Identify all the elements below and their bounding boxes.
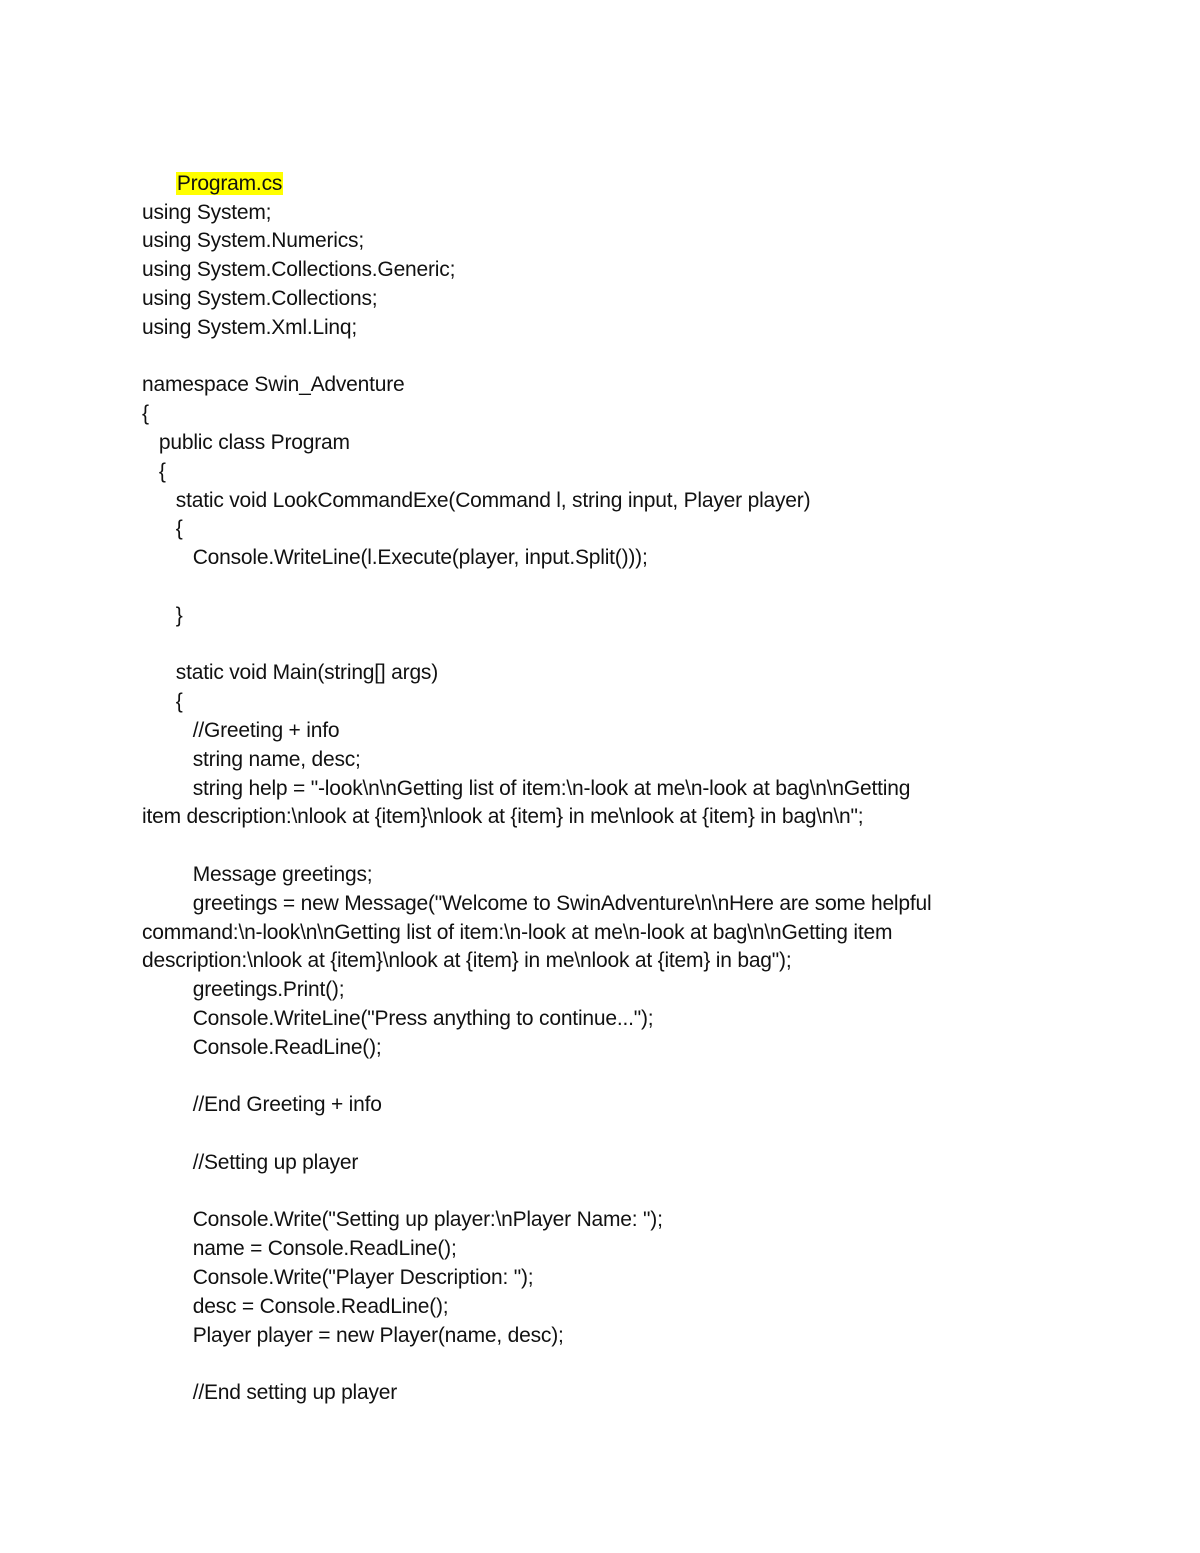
code-line: { — [142, 690, 183, 714]
code-line: Console.Write("Setting up player:\nPlayer Name: "); — [142, 1208, 663, 1232]
code-line: greetings = new Message("Welcome to SwinAdventure\n\nHere are some helpful — [142, 891, 932, 915]
file-title-line — [142, 141, 1042, 195]
code-line: using System.Collections; — [142, 286, 378, 310]
blank-line — [142, 573, 1042, 602]
file-title: Program.cs — [176, 171, 283, 195]
code-line: //End setting up player — [142, 1381, 398, 1405]
code-line: description:\nlook at {item}\nlook at {item} in me\nlook at {item} in bag"); — [142, 949, 792, 973]
code-line: Console.ReadLine(); — [142, 1035, 382, 1059]
code-line: { — [142, 459, 166, 483]
code-line: item description:\nlook at {item}\nlook at {item} in me\nlook at {item} in bag\n\n"; — [142, 805, 864, 829]
blank-line — [142, 343, 1042, 372]
code-line: } — [142, 603, 183, 627]
code-line: //Setting up player — [142, 1150, 359, 1174]
code-line: public class Program — [142, 430, 350, 454]
code-line: using System.Xml.Linq; — [142, 315, 358, 339]
code-line: desc = Console.ReadLine(); — [142, 1294, 449, 1318]
blank-line — [142, 1120, 1042, 1149]
blank-line — [142, 1178, 1042, 1207]
code-line: command:\n-look\n\nGetting list of item:\n-look at me\n-look at bag\n\nGetting item — [142, 920, 893, 944]
code-line: Console.Write("Player Description: "); — [142, 1266, 534, 1290]
code-line: string name, desc; — [142, 747, 361, 771]
code-line: Player player = new Player(name, desc); — [142, 1323, 564, 1347]
code-line: greetings.Print(); — [142, 978, 345, 1002]
code-line: using System.Collections.Generic; — [142, 258, 456, 282]
code-line: Console.WriteLine("Press anything to continue..."); — [142, 1006, 654, 1030]
code-line: Console.WriteLine(l.Execute(player, input.Split())); — [142, 546, 648, 570]
code-lines — [142, 199, 1042, 1408]
code-line: //End Greeting + info — [142, 1093, 382, 1117]
code-line: { — [142, 517, 183, 541]
blank-line — [142, 1350, 1042, 1379]
code-line: { — [142, 402, 149, 426]
code-line: namespace Swin_Adventure — [142, 373, 405, 397]
code-line: static void LookCommandExe(Command l, string input, Player player) — [142, 488, 811, 512]
code-line: name = Console.ReadLine(); — [142, 1237, 457, 1261]
code-line: //Greeting + info — [142, 718, 340, 742]
code-line: string help = "-look\n\nGetting list of item:\n-look at me\n-look at bag\n\nGetting — [142, 776, 911, 800]
code-line: using System; — [142, 200, 272, 224]
code-line: Message greetings; — [142, 862, 373, 886]
code-listing — [142, 141, 1042, 1408]
code-line: static void Main(string[] args) — [142, 661, 439, 685]
blank-line — [142, 1063, 1042, 1092]
blank-line — [142, 832, 1042, 861]
code-line: using System.Numerics; — [142, 229, 364, 253]
blank-line — [142, 631, 1042, 660]
